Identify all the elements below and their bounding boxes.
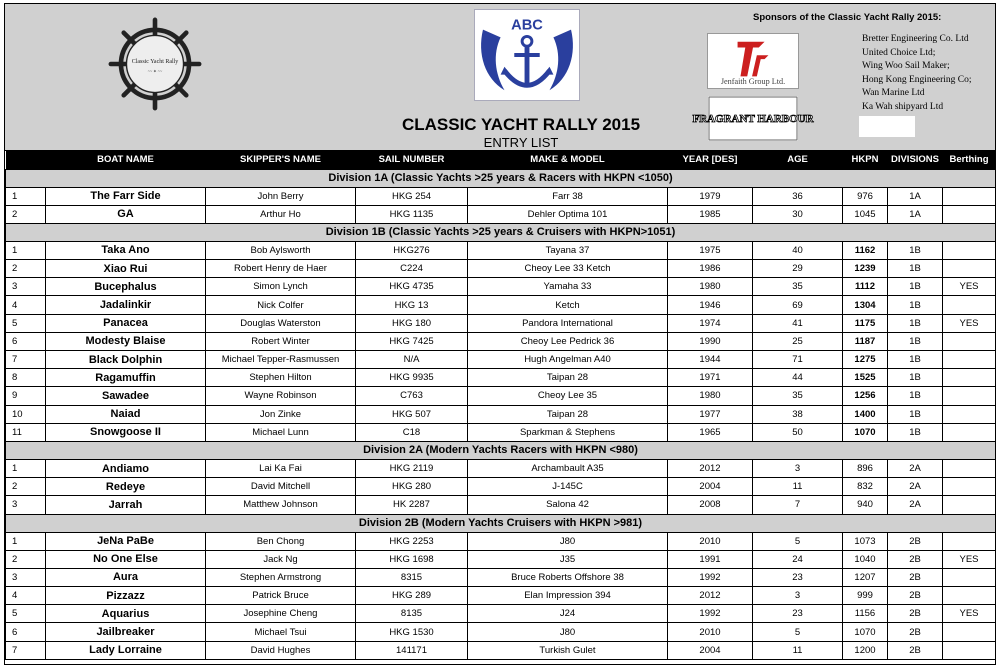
entry-list-sheet bbox=[4, 3, 996, 665]
cell-year: 2010 bbox=[668, 532, 753, 550]
cell-row-number: 3 bbox=[6, 278, 46, 296]
division-header-row bbox=[6, 441, 996, 459]
table-row bbox=[6, 550, 996, 568]
table-row bbox=[6, 423, 996, 441]
cell-make-model: Pandora International bbox=[468, 314, 668, 332]
cell-make-model: Bruce Roberts Offshore 38 bbox=[468, 568, 668, 586]
cell-berthing bbox=[943, 641, 996, 659]
cell-year: 1991 bbox=[668, 550, 753, 568]
cell-skipper-name: Nick Colfer bbox=[206, 296, 356, 314]
cell-skipper-name: Josephine Cheng bbox=[206, 605, 356, 623]
cell-sail-number: HKG 507 bbox=[356, 405, 468, 423]
cell-sail-number: HKG 4735 bbox=[356, 278, 468, 296]
cell-sail-number: 8135 bbox=[356, 605, 468, 623]
column-header-skipper: SKIPPER'S NAME bbox=[206, 151, 356, 169]
cell-hkpn: 1040 bbox=[843, 550, 888, 568]
column-header-boat-name: BOAT NAME bbox=[46, 151, 206, 169]
cell-hkpn: 1207 bbox=[843, 568, 888, 586]
cell-boat-name: Panacea bbox=[46, 314, 206, 332]
cell-age: 23 bbox=[753, 568, 843, 586]
cell-make-model: Dehler Optima 101 bbox=[468, 205, 668, 223]
cell-division: 1A bbox=[888, 187, 943, 205]
cell-year: 1971 bbox=[668, 369, 753, 387]
table-row bbox=[6, 351, 996, 369]
cell-make-model: Ketch bbox=[468, 296, 668, 314]
cell-row-number: 6 bbox=[6, 623, 46, 641]
cell-hkpn: 1239 bbox=[843, 260, 888, 278]
cell-berthing bbox=[943, 187, 996, 205]
cell-division: 1B bbox=[888, 260, 943, 278]
cell-age: 25 bbox=[753, 332, 843, 350]
fragrant-harbour-logo bbox=[692, 96, 814, 141]
cell-year: 1975 bbox=[668, 241, 753, 259]
cell-hkpn: 1256 bbox=[843, 387, 888, 405]
cell-skipper-name: Michael Tepper-Rasmussen bbox=[206, 351, 356, 369]
cell-age: 23 bbox=[753, 605, 843, 623]
cell-boat-name: Aquarius bbox=[46, 605, 206, 623]
cell-make-model: Yamaha 33 bbox=[468, 278, 668, 296]
page-subtitle: ENTRY LIST bbox=[483, 135, 559, 150]
cell-sail-number: HKG 13 bbox=[356, 296, 468, 314]
cell-skipper-name: Bob Aylsworth bbox=[206, 241, 356, 259]
jenfaith-logo-text: Jenfaith Group Ltd. bbox=[720, 77, 786, 87]
cell-age: 71 bbox=[753, 351, 843, 369]
cell-age: 44 bbox=[753, 369, 843, 387]
cell-berthing bbox=[943, 623, 996, 641]
cell-make-model: Sparkman & Stephens bbox=[468, 423, 668, 441]
cell-make-model: Tayana 37 bbox=[468, 241, 668, 259]
cell-boat-name: Modesty Blaise bbox=[46, 332, 206, 350]
sponsor-placeholder-box bbox=[859, 116, 915, 137]
cell-row-number: 5 bbox=[6, 605, 46, 623]
column-header-divisions: DIVISIONS bbox=[888, 151, 943, 169]
cell-age: 30 bbox=[753, 205, 843, 223]
sponsor-item: Hong Kong Engineering Co; bbox=[862, 74, 972, 85]
table-row bbox=[6, 278, 996, 296]
division-title: Division 2A (Modern Yachts Racers with HKPN <980) bbox=[6, 441, 996, 459]
table-row bbox=[6, 387, 996, 405]
cell-berthing: YES bbox=[943, 605, 996, 623]
cell-year: 1974 bbox=[668, 314, 753, 332]
cell-hkpn: 999 bbox=[843, 587, 888, 605]
cell-sail-number: HKG 9935 bbox=[356, 369, 468, 387]
sponsor-list bbox=[862, 33, 972, 115]
cell-year: 1992 bbox=[668, 605, 753, 623]
cell-division: 2A bbox=[888, 478, 943, 496]
cell-division: 2B bbox=[888, 641, 943, 659]
table-row bbox=[6, 260, 996, 278]
cell-division: 1B bbox=[888, 278, 943, 296]
division-title: Division 2B (Modern Yachts Cruisers with HKPN >981) bbox=[6, 514, 996, 532]
table-row bbox=[6, 641, 996, 659]
sponsor-item: Wing Woo Sail Maker; bbox=[862, 61, 950, 72]
cell-make-model: Cheoy Lee 33 Ketch bbox=[468, 260, 668, 278]
table-row bbox=[6, 496, 996, 514]
cell-age: 11 bbox=[753, 478, 843, 496]
table-row bbox=[6, 296, 996, 314]
cell-berthing bbox=[943, 296, 996, 314]
cell-division: 2B bbox=[888, 568, 943, 586]
cell-hkpn: 1304 bbox=[843, 296, 888, 314]
cell-skipper-name: Arthur Ho bbox=[206, 205, 356, 223]
cell-skipper-name: Stephen Hilton bbox=[206, 369, 356, 387]
cell-boat-name: No One Else bbox=[46, 550, 206, 568]
cell-skipper-name: Michael Tsui bbox=[206, 623, 356, 641]
cell-make-model: J80 bbox=[468, 532, 668, 550]
cell-hkpn: 940 bbox=[843, 496, 888, 514]
cell-berthing bbox=[943, 568, 996, 586]
division-title: Division 1A (Classic Yachts >25 years & Racers with HKPN <1050) bbox=[6, 169, 996, 187]
cell-berthing bbox=[943, 241, 996, 259]
cell-hkpn: 976 bbox=[843, 187, 888, 205]
cell-division: 1B bbox=[888, 387, 943, 405]
cell-row-number: 10 bbox=[6, 405, 46, 423]
cell-age: 40 bbox=[753, 241, 843, 259]
cell-make-model: Salona 42 bbox=[468, 496, 668, 514]
cell-year: 1977 bbox=[668, 405, 753, 423]
cell-age: 24 bbox=[753, 550, 843, 568]
cell-year: 1980 bbox=[668, 278, 753, 296]
table-row bbox=[6, 587, 996, 605]
svg-text:~~ ✦ ~~: ~~ ✦ ~~ bbox=[147, 68, 163, 74]
cell-division: 2B bbox=[888, 605, 943, 623]
abc-anchor-logo bbox=[474, 9, 580, 101]
cell-year: 2008 bbox=[668, 496, 753, 514]
division-header-row bbox=[6, 514, 996, 532]
cell-sail-number: HKG 2119 bbox=[356, 459, 468, 477]
table-row bbox=[6, 478, 996, 496]
cell-berthing bbox=[943, 496, 996, 514]
cell-berthing bbox=[943, 387, 996, 405]
cell-berthing bbox=[943, 478, 996, 496]
cell-age: 11 bbox=[753, 641, 843, 659]
cell-row-number: 1 bbox=[6, 532, 46, 550]
cell-division: 1B bbox=[888, 405, 943, 423]
cell-year: 2012 bbox=[668, 459, 753, 477]
table-body bbox=[6, 169, 996, 659]
cell-hkpn: 1156 bbox=[843, 605, 888, 623]
cell-boat-name: Jadalinkir bbox=[46, 296, 206, 314]
cell-berthing bbox=[943, 405, 996, 423]
cell-sail-number: HKG 1135 bbox=[356, 205, 468, 223]
cell-division: 1B bbox=[888, 314, 943, 332]
table-row bbox=[6, 205, 996, 223]
cell-sail-number: HKG 180 bbox=[356, 314, 468, 332]
cell-berthing bbox=[943, 587, 996, 605]
cell-make-model: Archambault A35 bbox=[468, 459, 668, 477]
abc-logo-text: ABC bbox=[511, 17, 543, 34]
cell-age: 36 bbox=[753, 187, 843, 205]
cell-row-number: 11 bbox=[6, 423, 46, 441]
cell-division: 2B bbox=[888, 623, 943, 641]
cell-sail-number: C763 bbox=[356, 387, 468, 405]
sponsor-item: Ka Wah shipyard Ltd bbox=[862, 101, 944, 112]
cell-hkpn: 1275 bbox=[843, 351, 888, 369]
cell-berthing bbox=[943, 332, 996, 350]
cell-hkpn: 1187 bbox=[843, 332, 888, 350]
cell-row-number: 4 bbox=[6, 296, 46, 314]
cell-row-number: 5 bbox=[6, 314, 46, 332]
cell-berthing: YES bbox=[943, 314, 996, 332]
cell-berthing bbox=[943, 205, 996, 223]
column-header-make-model: MAKE & MODEL bbox=[468, 151, 668, 169]
wheel-logo-text: Classic Yacht Rally bbox=[131, 59, 179, 66]
table-row bbox=[6, 314, 996, 332]
table-row bbox=[6, 332, 996, 350]
cell-boat-name: Andiamo bbox=[46, 459, 206, 477]
cell-year: 2012 bbox=[668, 587, 753, 605]
cell-hkpn: 1200 bbox=[843, 641, 888, 659]
cell-division: 2B bbox=[888, 587, 943, 605]
cell-sail-number: HKG 289 bbox=[356, 587, 468, 605]
cell-age: 29 bbox=[753, 260, 843, 278]
cell-boat-name: The Farr Side bbox=[46, 187, 206, 205]
cell-age: 41 bbox=[753, 314, 843, 332]
cell-row-number: 1 bbox=[6, 187, 46, 205]
cell-age: 7 bbox=[753, 496, 843, 514]
ships-wheel-logo bbox=[109, 18, 201, 110]
cell-year: 2004 bbox=[668, 641, 753, 659]
cell-sail-number: HKG 1530 bbox=[356, 623, 468, 641]
division-header-row bbox=[6, 169, 996, 187]
cell-hkpn: 1112 bbox=[843, 278, 888, 296]
cell-row-number: 1 bbox=[6, 241, 46, 259]
entry-table bbox=[5, 151, 996, 660]
sponsor-item: United Choice Ltd; bbox=[862, 47, 936, 58]
cell-division: 2A bbox=[888, 496, 943, 514]
cell-skipper-name: Douglas Waterston bbox=[206, 314, 356, 332]
cell-row-number: 9 bbox=[6, 387, 46, 405]
sponsors-heading: Sponsors of the Classic Yacht Rally 2015: bbox=[753, 12, 942, 23]
cell-division: 1B bbox=[888, 241, 943, 259]
cell-sail-number: HKG 1698 bbox=[356, 550, 468, 568]
cell-boat-name: Snowgoose II bbox=[46, 423, 206, 441]
cell-hkpn: 832 bbox=[843, 478, 888, 496]
cell-make-model: Turkish Gulet bbox=[468, 641, 668, 659]
table-row bbox=[6, 459, 996, 477]
cell-skipper-name: Jack Ng bbox=[206, 550, 356, 568]
cell-year: 1965 bbox=[668, 423, 753, 441]
cell-row-number: 6 bbox=[6, 332, 46, 350]
table-row bbox=[6, 187, 996, 205]
cell-year: 1979 bbox=[668, 187, 753, 205]
cell-berthing bbox=[943, 351, 996, 369]
cell-skipper-name: Robert Winter bbox=[206, 332, 356, 350]
cell-boat-name: Bucephalus bbox=[46, 278, 206, 296]
cell-year: 1946 bbox=[668, 296, 753, 314]
cell-sail-number: N/A bbox=[356, 351, 468, 369]
cell-skipper-name: Michael Lunn bbox=[206, 423, 356, 441]
cell-year: 1980 bbox=[668, 387, 753, 405]
cell-division: 1B bbox=[888, 369, 943, 387]
cell-year: 1992 bbox=[668, 568, 753, 586]
column-header-berthing: Berthing bbox=[943, 151, 996, 169]
cell-sail-number: C224 bbox=[356, 260, 468, 278]
cell-row-number: 2 bbox=[6, 550, 46, 568]
cell-make-model: J-145C bbox=[468, 478, 668, 496]
cell-skipper-name: Matthew Johnson bbox=[206, 496, 356, 514]
cell-boat-name: JeNa PaBe bbox=[46, 532, 206, 550]
cell-row-number: 7 bbox=[6, 641, 46, 659]
fragrant-harbour-logo-text: FRAGRANT HARBOUR bbox=[692, 113, 814, 125]
cell-skipper-name: Simon Lynch bbox=[206, 278, 356, 296]
cell-berthing bbox=[943, 369, 996, 387]
cell-make-model: J80 bbox=[468, 623, 668, 641]
cell-skipper-name: Lai Ka Fai bbox=[206, 459, 356, 477]
cell-hkpn: 1400 bbox=[843, 405, 888, 423]
cell-age: 35 bbox=[753, 278, 843, 296]
cell-make-model: Hugh Angelman A40 bbox=[468, 351, 668, 369]
cell-sail-number: HKG276 bbox=[356, 241, 468, 259]
cell-age: 35 bbox=[753, 387, 843, 405]
cell-boat-name: Redeye bbox=[46, 478, 206, 496]
cell-boat-name: Jarrah bbox=[46, 496, 206, 514]
cell-row-number: 3 bbox=[6, 568, 46, 586]
cell-row-number: 7 bbox=[6, 351, 46, 369]
cell-division: 1A bbox=[888, 205, 943, 223]
cell-year: 1986 bbox=[668, 260, 753, 278]
table-row bbox=[6, 369, 996, 387]
cell-hkpn: 1045 bbox=[843, 205, 888, 223]
column-header-hkpn: HKPN bbox=[843, 151, 888, 169]
header bbox=[5, 4, 995, 151]
column-header-age: AGE bbox=[753, 151, 843, 169]
cell-sail-number: HKG 2253 bbox=[356, 532, 468, 550]
cell-hkpn: 896 bbox=[843, 459, 888, 477]
table-row bbox=[6, 405, 996, 423]
cell-boat-name: GA bbox=[46, 205, 206, 223]
cell-age: 38 bbox=[753, 405, 843, 423]
cell-age: 5 bbox=[753, 532, 843, 550]
cell-row-number: 8 bbox=[6, 369, 46, 387]
cell-year: 1944 bbox=[668, 351, 753, 369]
cell-make-model: Farr 38 bbox=[468, 187, 668, 205]
cell-boat-name: Xiao Rui bbox=[46, 260, 206, 278]
cell-skipper-name: David Mitchell bbox=[206, 478, 356, 496]
cell-boat-name: Jailbreaker bbox=[46, 623, 206, 641]
cell-berthing bbox=[943, 260, 996, 278]
column-header-year: YEAR [DES] bbox=[668, 151, 753, 169]
column-header-sail-number: SAIL NUMBER bbox=[356, 151, 468, 169]
cell-age: 3 bbox=[753, 587, 843, 605]
cell-boat-name: Naiad bbox=[46, 405, 206, 423]
cell-make-model: Elan Impression 394 bbox=[468, 587, 668, 605]
cell-sail-number: 141171 bbox=[356, 641, 468, 659]
cell-skipper-name: Wayne Robinson bbox=[206, 387, 356, 405]
cell-hkpn: 1070 bbox=[843, 423, 888, 441]
cell-division: 1B bbox=[888, 351, 943, 369]
cell-hkpn: 1162 bbox=[843, 241, 888, 259]
cell-row-number: 4 bbox=[6, 587, 46, 605]
cell-division: 2B bbox=[888, 532, 943, 550]
cell-hkpn: 1073 bbox=[843, 532, 888, 550]
cell-year: 2010 bbox=[668, 623, 753, 641]
column-header-number bbox=[6, 151, 46, 169]
cell-skipper-name: Ben Chong bbox=[206, 532, 356, 550]
cell-division: 1B bbox=[888, 423, 943, 441]
cell-skipper-name: Patrick Bruce bbox=[206, 587, 356, 605]
cell-skipper-name: John Berry bbox=[206, 187, 356, 205]
cell-row-number: 2 bbox=[6, 478, 46, 496]
cell-boat-name: Sawadee bbox=[46, 387, 206, 405]
division-title: Division 1B (Classic Yachts >25 years & Cruisers with HKPN>1051) bbox=[6, 223, 996, 241]
cell-sail-number: 8315 bbox=[356, 568, 468, 586]
cell-make-model: Taipan 28 bbox=[468, 405, 668, 423]
cell-sail-number: HKG 254 bbox=[356, 187, 468, 205]
cell-berthing bbox=[943, 459, 996, 477]
cell-make-model: J24 bbox=[468, 605, 668, 623]
cell-skipper-name: Stephen Armstrong bbox=[206, 568, 356, 586]
cell-year: 1985 bbox=[668, 205, 753, 223]
cell-berthing: YES bbox=[943, 278, 996, 296]
table-row bbox=[6, 241, 996, 259]
cell-boat-name: Taka Ano bbox=[46, 241, 206, 259]
cell-boat-name: Pizzazz bbox=[46, 587, 206, 605]
cell-berthing: YES bbox=[943, 550, 996, 568]
cell-boat-name: Black Dolphin bbox=[46, 351, 206, 369]
cell-division: 1B bbox=[888, 296, 943, 314]
sponsor-item: Bretter Engineering Co. Ltd bbox=[862, 34, 969, 44]
cell-sail-number: C18 bbox=[356, 423, 468, 441]
cell-row-number: 2 bbox=[6, 205, 46, 223]
jenfaith-logo bbox=[707, 33, 799, 89]
page-title: CLASSIC YACHT RALLY 2015 bbox=[401, 115, 641, 134]
cell-hkpn: 1525 bbox=[843, 369, 888, 387]
cell-berthing bbox=[943, 423, 996, 441]
cell-boat-name: Ragamuffin bbox=[46, 369, 206, 387]
table-row bbox=[6, 568, 996, 586]
cell-make-model: Cheoy Lee Pedrick 36 bbox=[468, 332, 668, 350]
cell-make-model: Cheoy Lee 35 bbox=[468, 387, 668, 405]
cell-berthing bbox=[943, 532, 996, 550]
cell-age: 50 bbox=[753, 423, 843, 441]
cell-division: 2B bbox=[888, 550, 943, 568]
cell-hkpn: 1175 bbox=[843, 314, 888, 332]
division-header-row bbox=[6, 223, 996, 241]
table-row bbox=[6, 532, 996, 550]
cell-row-number: 3 bbox=[6, 496, 46, 514]
table-row bbox=[6, 623, 996, 641]
cell-year: 2004 bbox=[668, 478, 753, 496]
cell-make-model: J35 bbox=[468, 550, 668, 568]
cell-division: 2A bbox=[888, 459, 943, 477]
cell-row-number: 1 bbox=[6, 459, 46, 477]
cell-boat-name: Lady Lorraine bbox=[46, 641, 206, 659]
cell-sail-number: HK 2287 bbox=[356, 496, 468, 514]
cell-age: 69 bbox=[753, 296, 843, 314]
cell-age: 5 bbox=[753, 623, 843, 641]
sponsor-item: Wan Marine Ltd bbox=[862, 88, 925, 99]
cell-year: 1990 bbox=[668, 332, 753, 350]
cell-sail-number: HKG 7425 bbox=[356, 332, 468, 350]
cell-division: 1B bbox=[888, 332, 943, 350]
table-header-row bbox=[6, 151, 996, 169]
cell-boat-name: Aura bbox=[46, 568, 206, 586]
cell-age: 3 bbox=[753, 459, 843, 477]
cell-hkpn: 1070 bbox=[843, 623, 888, 641]
cell-sail-number: HKG 280 bbox=[356, 478, 468, 496]
cell-skipper-name: David Hughes bbox=[206, 641, 356, 659]
cell-skipper-name: Jon Zinke bbox=[206, 405, 356, 423]
cell-make-model: Taipan 28 bbox=[468, 369, 668, 387]
cell-row-number: 2 bbox=[6, 260, 46, 278]
table-row bbox=[6, 605, 996, 623]
cell-skipper-name: Robert Henry de Haer bbox=[206, 260, 356, 278]
